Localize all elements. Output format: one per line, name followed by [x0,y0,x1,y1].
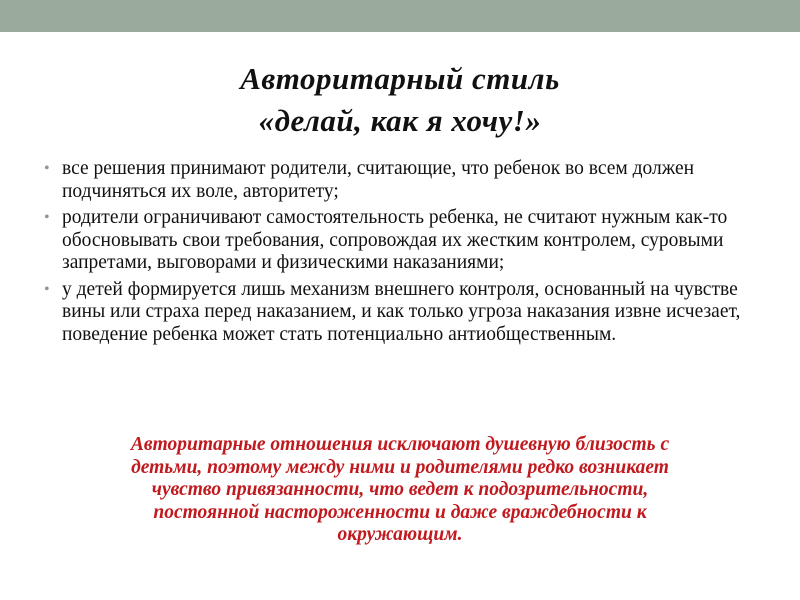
bullet-text: все решения принимают родители, считающие, что ребенок во всем должен подчиняться их воле, авторитету; [62,158,695,202]
bullet-text: родители ограничивают самостоятельность ребенка, не считают нужным как-то обосновывать свои требования, сопровождая их жестким контролем, суровыми запретами, выговорами и физическими наказаниями; [62,207,728,273]
bullet-item [40,158,760,203]
slide-title [0,58,800,142]
conclusion-line: чувство привязанности, что ведет к подозрительности, [151,479,649,500]
title-line-2: «делай, как я хочу!» [258,103,542,138]
bullet-item [40,279,760,347]
conclusion-line: окружающим. [337,524,463,545]
conclusion-line: постоянной настороженности и даже враждебности к [153,501,647,523]
title-line-1: Авторитарный стиль [240,61,560,96]
bullet-marker-icon: • [44,209,50,226]
bullet-item [40,207,760,275]
conclusion-text [40,434,760,547]
conclusion-line: детьми, поэтому между ними и родителями редко возникает [131,456,669,478]
conclusion-line: Авторитарные отношения исключают душевную близость с [130,434,670,455]
bullet-marker-icon: • [44,280,50,298]
bullet-list [40,158,760,350]
bullet-marker-icon: • [44,160,50,177]
top-bar [0,0,800,32]
bullet-text: у детей формируется лишь механизм внешнего контроля, основанный на чувстве вины или страха перед наказанием, и как только угроза наказания извне исчезает, поведение ребенка может стать потенциально антиобщественным. [62,278,741,345]
